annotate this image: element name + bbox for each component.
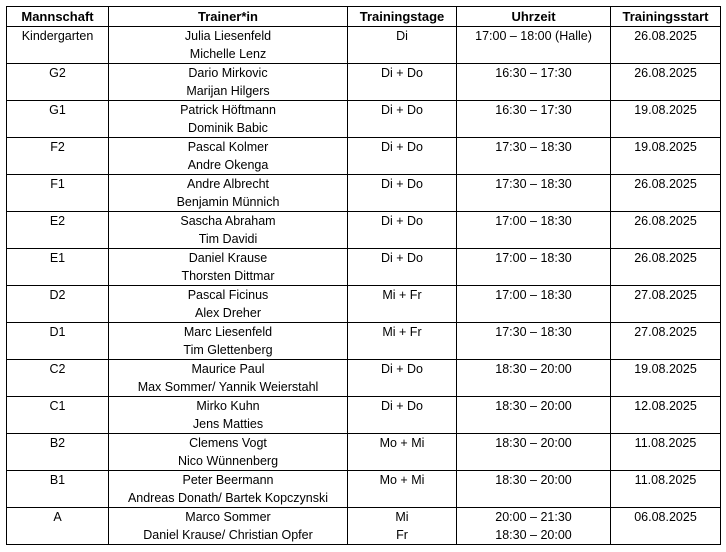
start-cell-line: 27.08.2025 [634,288,697,302]
table-row [7,323,721,360]
trainer-cell-line: Benjamin Münnich [176,195,280,209]
trainer-cell-line: Thorsten Dittmar [181,269,275,283]
start-cell-line: 26.08.2025 [634,66,697,80]
time-cell-line: 17:30 – 18:30 [495,177,572,191]
header-days: Trainingstage [348,7,457,27]
table-row [7,27,721,64]
days-cell [348,138,457,175]
trainer-cell [109,249,348,286]
table-row [7,64,721,101]
team-cell [7,138,109,175]
days-cell-line: Di + Do [380,66,424,80]
team-cell [7,64,109,101]
start-cell [611,434,721,471]
trainer-cell-line: Tim Davidi [198,232,258,246]
start-cell-line: 19.08.2025 [634,140,697,154]
table-row [7,286,721,323]
start-cell-line: 12.08.2025 [634,399,697,413]
days-cell [348,175,457,212]
trainer-cell-line: Pascal Kolmer [187,140,269,154]
time-cell-line: 20:00 – 21:30 [495,510,572,524]
time-cell-line: 17:30 – 18:30 [495,325,572,339]
team-cell [7,175,109,212]
trainer-cell [109,138,348,175]
start-cell-line: 11.08.2025 [634,436,697,450]
trainer-cell-line: Dario Mirkovic [188,66,268,80]
table-row [7,175,721,212]
trainer-cell [109,212,348,249]
days-cell [348,101,457,138]
trainer-cell-line: Max Sommer/ Yannik Weierstahl [137,380,319,394]
table-row [7,138,721,175]
team-cell [7,397,109,434]
time-cell-line: 18:30 – 20:00 [495,399,572,413]
start-cell-line: 26.08.2025 [634,29,697,43]
time-cell-line: 17:00 – 18:30 [495,214,572,228]
team-cell [7,360,109,397]
header-trainer: Trainer*in [109,7,348,27]
table-row [7,434,721,471]
days-cell-line: Mo + Mi [379,473,425,487]
time-cell [457,138,611,175]
trainer-cell [109,64,348,101]
start-cell-line: 06.08.2025 [634,510,697,524]
team-cell [7,286,109,323]
team-cell-line: G1 [49,103,66,117]
trainer-cell-line: Dominik Babic [188,121,268,135]
start-cell [611,175,721,212]
header-team: Mannschaft [7,7,109,27]
time-cell [457,212,611,249]
trainer-cell-line: Julia Liesenfeld [184,29,272,43]
trainer-cell-line: Tim Glettenberg [183,343,273,357]
trainer-cell-line: Peter Beermann [182,473,274,487]
table-row [7,360,721,397]
days-cell [348,323,457,360]
days-cell-line: Di + Do [380,140,424,154]
team-cell [7,249,109,286]
trainer-cell [109,434,348,471]
table-row [7,397,721,434]
trainer-cell-line: Daniel Krause/ Christian Opfer [143,528,313,542]
team-cell [7,27,109,64]
time-cell-line: 16:30 – 17:30 [495,66,572,80]
team-cell [7,101,109,138]
trainer-cell [109,508,348,545]
trainer-cell-line: Clemens Vogt [189,436,267,450]
start-cell [611,249,721,286]
start-cell [611,397,721,434]
time-cell-line: 18:30 – 20:00 [495,362,572,376]
trainer-cell-line: Mirko Kuhn [196,399,260,413]
days-cell-line: Di + Do [380,251,424,265]
days-cell-line: Mo + Mi [379,436,425,450]
team-cell-line: D2 [49,288,66,302]
days-cell-line: Mi + Fr [382,325,422,339]
team-cell-line: A [53,510,62,524]
trainer-cell [109,360,348,397]
time-cell-line: 18:30 – 20:00 [495,436,572,450]
team-cell [7,508,109,545]
team-cell-line: C1 [49,399,66,413]
trainer-cell [109,27,348,64]
days-cell [348,64,457,101]
start-cell [611,508,721,545]
trainer-cell-line: Marc Liesenfeld [183,325,273,339]
team-cell-line: F1 [50,177,65,191]
time-cell [457,508,611,545]
team-cell-line: C2 [49,362,66,376]
days-cell-line: Di [396,29,408,43]
trainer-cell-line: Marco Sommer [185,510,271,524]
start-cell [611,64,721,101]
trainer-cell-line: Patrick Höftmann [180,103,276,117]
table-row [7,471,721,508]
team-cell [7,471,109,508]
trainer-cell-line: Alex Dreher [195,306,261,320]
days-cell-line: Mi [395,510,409,524]
days-cell-line: Di + Do [380,177,424,191]
table-row [7,508,721,545]
trainer-cell [109,286,348,323]
team-cell-line: B2 [49,436,66,450]
time-cell [457,175,611,212]
days-cell-line: Di + Do [380,362,424,376]
training-schedule-table [6,6,721,545]
trainer-cell [109,323,348,360]
days-cell [348,249,457,286]
days-cell [348,27,457,64]
start-cell-line: 11.08.2025 [634,473,697,487]
start-cell [611,471,721,508]
time-cell-line: 18:30 – 20:00 [495,473,572,487]
trainer-cell-line: Pascal Ficinus [187,288,269,302]
team-cell-line: D1 [49,325,66,339]
time-cell [457,101,611,138]
start-cell-line: 26.08.2025 [634,214,697,228]
trainer-cell-line: Andre Okenga [187,158,269,172]
trainer-cell-line: Sascha Abraham [180,214,276,228]
time-cell-line: 16:30 – 17:30 [495,103,572,117]
days-cell-line: Mi + Fr [382,288,422,302]
start-cell [611,323,721,360]
team-cell [7,434,109,471]
days-cell [348,286,457,323]
start-cell [611,212,721,249]
start-cell-line: 26.08.2025 [634,177,697,191]
days-cell-line: Di + Do [380,103,424,117]
time-cell-line: 17:00 – 18:30 [495,251,572,265]
trainer-cell-line: Marijan Hilgers [186,84,270,98]
time-cell [457,323,611,360]
trainer-cell [109,397,348,434]
header-start: Trainingsstart [611,7,721,27]
team-cell [7,212,109,249]
header-time: Uhrzeit [457,7,611,27]
start-cell [611,360,721,397]
start-cell [611,27,721,64]
team-cell [7,323,109,360]
start-cell-line: 19.08.2025 [634,362,697,376]
time-cell [457,249,611,286]
time-cell [457,27,611,64]
time-cell [457,286,611,323]
trainer-cell [109,471,348,508]
days-cell-line: Di + Do [380,399,424,413]
time-cell [457,471,611,508]
header-row [7,7,721,27]
team-cell-line: G2 [49,66,66,80]
days-cell [348,212,457,249]
time-cell [457,360,611,397]
table-row [7,101,721,138]
trainer-cell-line: Andreas Donath/ Bartek Kopczynski [127,491,329,505]
trainer-cell-line: Andre Albrecht [187,177,269,191]
table-row [7,212,721,249]
start-cell-line: 27.08.2025 [634,325,697,339]
start-cell-line: 26.08.2025 [634,251,697,265]
trainer-cell-line: Daniel Krause [188,251,268,265]
time-cell-line: 17:00 – 18:00 (Halle) [475,29,592,43]
trainer-cell-line: Maurice Paul [191,362,265,376]
days-cell [348,397,457,434]
days-cell-line: Fr [396,528,408,542]
trainer-cell-line: Nico Wünnenberg [177,454,279,468]
team-cell-line: Kindergarten [21,29,94,43]
time-cell [457,64,611,101]
days-cell [348,434,457,471]
time-cell-line: 17:00 – 18:30 [495,288,572,302]
start-cell [611,286,721,323]
days-cell-line: Di + Do [380,214,424,228]
trainer-cell-line: Jens Matties [192,417,264,431]
time-cell-line: 18:30 – 20:00 [495,528,572,542]
days-cell [348,471,457,508]
start-cell-line: 19.08.2025 [634,103,697,117]
team-cell-line: E1 [49,251,66,265]
team-cell-line: B1 [49,473,66,487]
time-cell-line: 17:30 – 18:30 [495,140,572,154]
days-cell [348,508,457,545]
team-cell-line: F2 [50,140,65,154]
table-row [7,249,721,286]
days-cell [348,360,457,397]
time-cell [457,434,611,471]
time-cell [457,397,611,434]
start-cell [611,101,721,138]
start-cell [611,138,721,175]
trainer-cell [109,101,348,138]
trainer-cell [109,175,348,212]
trainer-cell-line: Michelle Lenz [189,47,267,61]
team-cell-line: E2 [49,214,66,228]
